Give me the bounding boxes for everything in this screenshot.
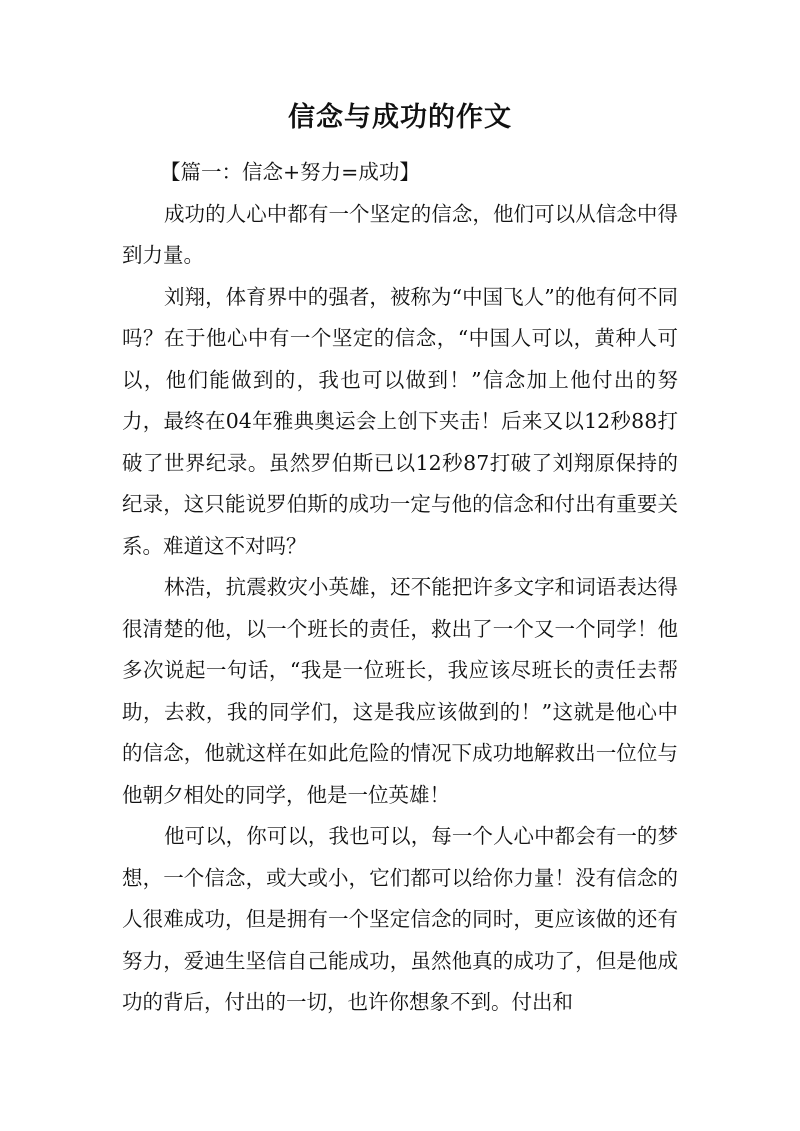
- paragraph: 成功的人心中都有一个坚定的信念，他们可以从信念中得到力量。: [122, 201, 678, 267]
- paragraph: 林浩，抗震救灾小英雄，还不能把许多文字和词语表达得很清楚的他，以一个班长的责任，救出了一个又一个同学！他多次说起一句话，“我是一位班长，我应该尽班长的责任去帮助，去救，我的同学们，这是我应该做到的！”这就是他心中的信念，他就这样在如此危险的情况下成功地解救出一位位与他朝夕相处的同学，他是一位英雄！: [122, 575, 678, 807]
- document-title: 信念与成功的作文: [288, 102, 512, 133]
- document-body: [122, 152, 678, 1024]
- paragraph: 刘翔，体育界中的强者，被称为“中国飞人”的他有何不同吗？在于他心中有一个坚定的信念，“中国人可以，黄种人可以，他们能做到的，我也可以做到！”信念加上他付出的努力，最终在04年雅典奥运会上创下夹击！后来又以12秒88打破了世界纪录。虽然罗伯斯已以12秒87打破了刘翔原保持的纪录，这只能说罗伯斯的成功一定与他的信念和付出有重要关系。难道这不对吗？: [122, 284, 678, 558]
- section-heading: 【篇一：信念+努力=成功】: [160, 160, 420, 184]
- paragraph: 他可以，你可以，我也可以，每一个人心中都会有一的梦想，一个信念，或大或小，它们都可以给你力量！没有信念的人很难成功，但是拥有一个坚定信念的同时，更应该做的还有努力，爱迪生坚信自己能成功，虽然他真的成功了，但是他成功的背后，付出的一切，也许你想象不到。付出和: [122, 824, 678, 1014]
